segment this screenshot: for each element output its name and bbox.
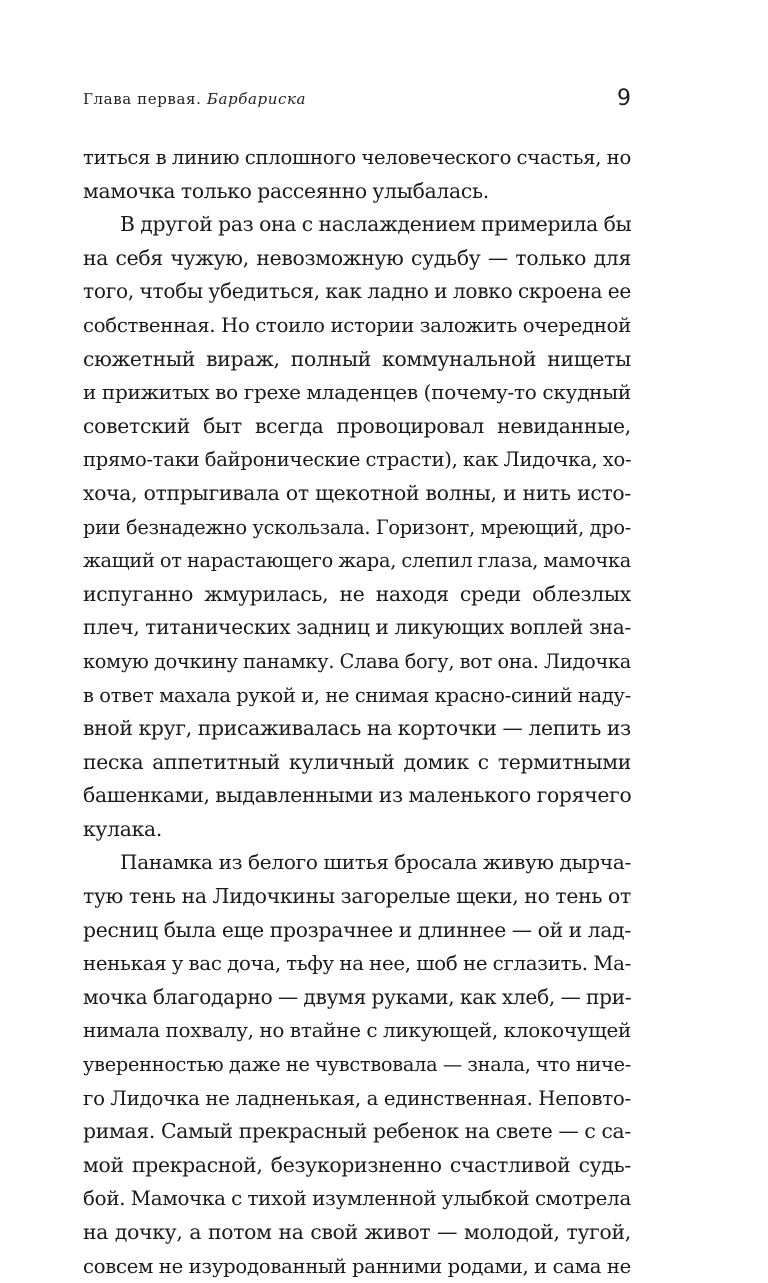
text-line: В другой раз она с наслаждением примерила бы <box>120 212 632 237</box>
page-number: 9 <box>617 86 631 111</box>
chapter-label: Глава первая. <box>83 90 202 108</box>
text-line: ненькая у вас доча, тьфу на нее, шоб не сглазить. Ма- <box>83 952 631 976</box>
text-line: собственная. Но стоило истории заложить очередной <box>83 313 631 337</box>
text-line: мой прекрасной, безукоризненно счастливой судь- <box>83 1152 631 1177</box>
text-line: комую дочкину панамку. Слава богу, вот она. Лидочка <box>83 649 631 673</box>
text-line: кулака. <box>83 816 163 841</box>
text-line: плеч, титанических задниц и ликующих воплей зна- <box>83 615 631 640</box>
running-head <box>83 86 631 116</box>
chapter-title: Барбариска <box>206 90 307 108</box>
text-line: нимала похвалу, но втайне с ликующей, клокочущей <box>83 1019 631 1043</box>
text-line: хоча, отпрыгивала от щекотной волны, и нить исто- <box>83 480 631 505</box>
text-line: мочка благодарно — двумя руками, как хлеб, — при- <box>83 984 632 1009</box>
text-line: башенками, выдавленными из маленького горячего <box>83 783 632 808</box>
text-line: тую тень на Лидочкины загорелые щеки, но тень от <box>83 884 631 909</box>
running-head-chapter <box>83 90 306 108</box>
text-line: го Лидочка не ладненькая, а единственная. Неповто- <box>83 1086 631 1110</box>
text-line: совсем не изуродованный ранними родами, и сама не <box>83 1254 631 1278</box>
text-line: прямо-таки байронические страсти), как Лидочка, хо- <box>83 448 632 472</box>
text-line: того, чтобы убедиться, как ладно и ловко скроена ее <box>83 279 632 304</box>
text-line: испуганно жмурилась, не находя среди облезлых <box>83 581 631 606</box>
text-line: бой. Мамочка с тихой изумленной улыбкой смотрела <box>83 1187 631 1211</box>
text-line: рии безнадежно ускользала. Горизонт, мреющий, дро- <box>83 515 631 539</box>
text-line: в ответ махала рукой и, не снимая красно-синий наду- <box>83 683 631 707</box>
text-line: ресниц была еще прозрачнее и длиннее — ой и лад- <box>83 917 631 942</box>
text-line: жащий от нарастающего жара, слепил глаза, мамочка <box>83 549 632 573</box>
text-line: песка аппетитный куличный домик с термитными <box>83 749 631 774</box>
text-line: вной круг, присаживалась на корточки — лепить из <box>83 716 631 741</box>
body-text <box>83 141 631 1283</box>
text-line: на себя чужую, невозможную судьбу — только для <box>83 245 631 270</box>
text-line: римая. Самый прекрасный ребенок на свете — с са- <box>83 1119 631 1144</box>
text-line: на дочку, а потом на свой живот — молодой, тугой, <box>83 1220 631 1244</box>
text-line: титься в линию сплошного человеческого счастья, но <box>83 146 631 169</box>
text-line: советский быт всегда провоцировал невиданные, <box>83 413 631 438</box>
text-line: мамочка только рассеянно улыбалась. <box>83 178 489 203</box>
text-line: уверенностью даже не чувствовала — знала, что ниче- <box>83 1053 631 1077</box>
text-line: Панамка из белого шитья бросала живую дырча- <box>120 850 631 875</box>
text-line: сюжетный вираж, полный коммунальной нищеты <box>83 346 631 371</box>
text-line: и прижитых во грехе младенцев (почему-то скудный <box>83 380 631 405</box>
